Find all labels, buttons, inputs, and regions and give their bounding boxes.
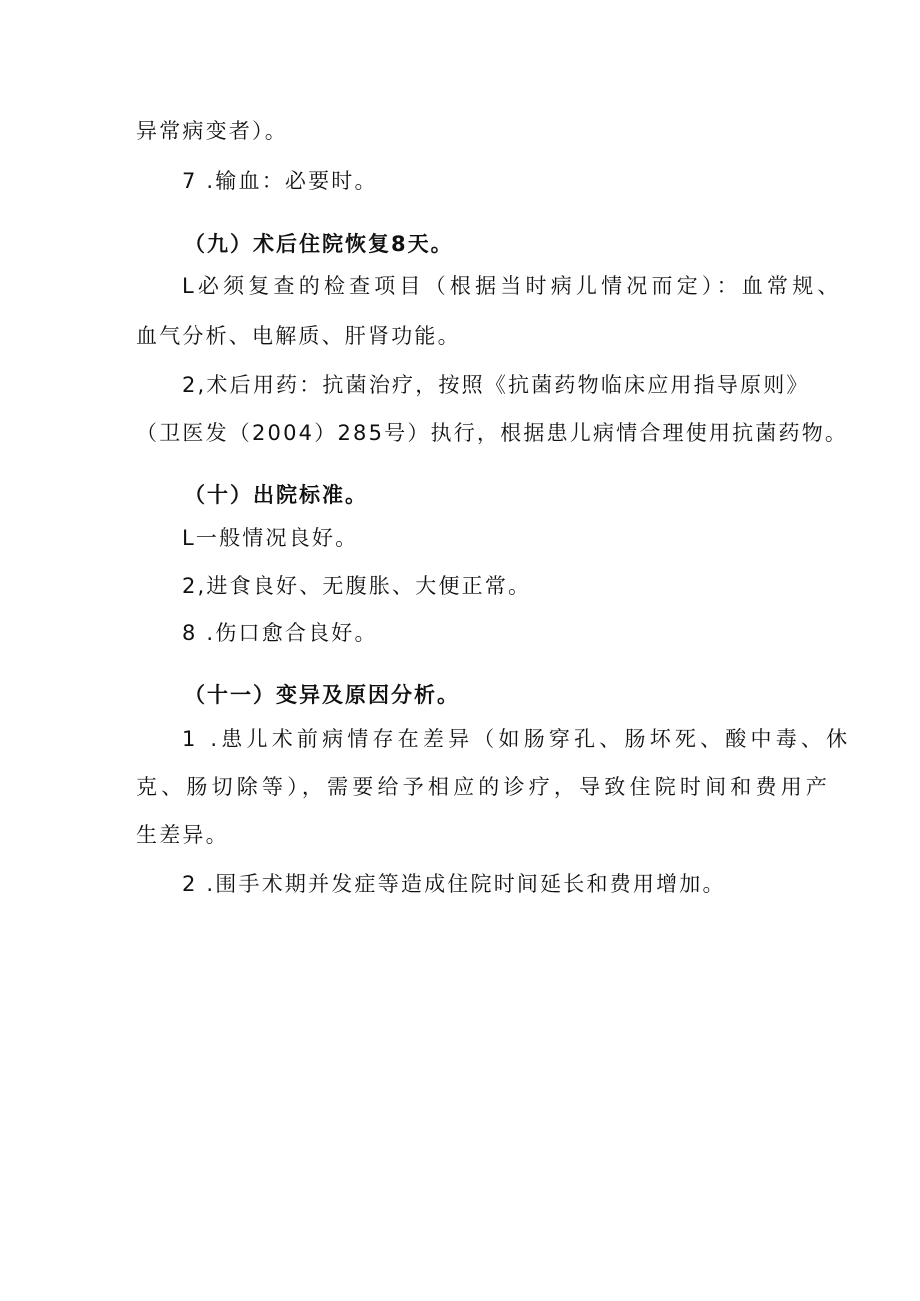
- list-item-wound: 8 .伤口愈合良好。: [182, 621, 378, 645]
- list-item-eating: 2,进食良好、无腹胀、大便正常。: [182, 574, 532, 598]
- list-item-recheck: L必须复查的检查项目（根据当时病儿情况而定）：血常规、: [182, 274, 843, 298]
- list-item-transfusion: 7 .输血：必要时。: [182, 169, 378, 193]
- list-item-general-condition: L一般情况良好。: [182, 526, 359, 550]
- section-heading-variation: （十一）变异及原因分析。: [184, 683, 460, 707]
- list-item-postop-medication: 2,术后用药：抗菌治疗，按照《抗菌药物临床应用指导原则》: [182, 373, 810, 397]
- paragraph-line: （卫医发（2004）285号）执行，根据患儿病情合理使用抗菌药物。: [136, 421, 849, 445]
- section-heading-discharge: （十）出院标准。: [184, 483, 368, 507]
- list-item-preop-difference: 1 .患儿术前病情存在差异（如肠穿孔、肠坏死、酸中毒、休: [182, 727, 852, 751]
- paragraph-line: 生差异。: [136, 823, 229, 847]
- paragraph-line: 血气分析、电解质、肝肾功能。: [136, 324, 461, 348]
- section-heading-postop-stay: （九）术后住院恢复8天。: [184, 232, 454, 256]
- paragraph-line: 异常病变者）。: [136, 119, 288, 143]
- paragraph-line: 克、肠切除等），需要给予相应的诊疗，导致住院时间和费用产: [136, 775, 832, 799]
- list-item-complications: 2 .围手术期并发症等造成住院时间延长和费用增加。: [182, 872, 726, 896]
